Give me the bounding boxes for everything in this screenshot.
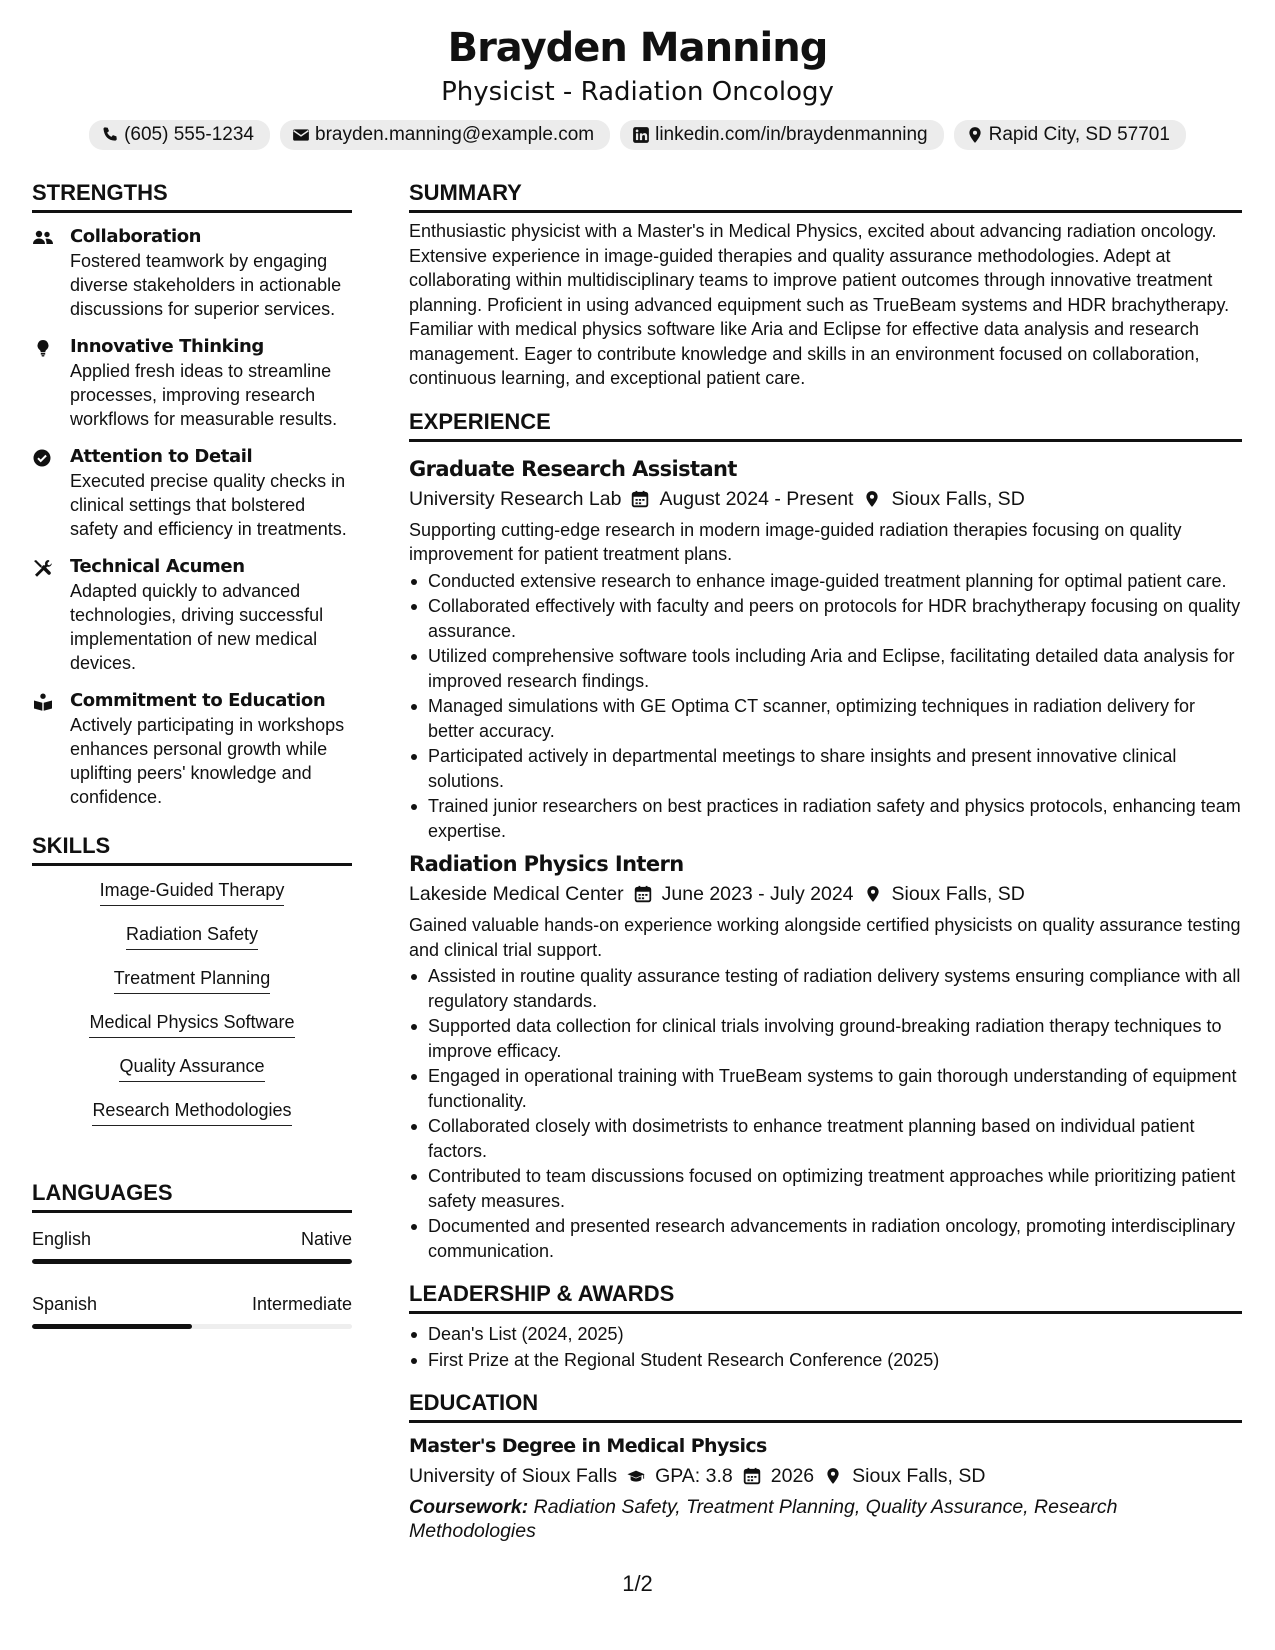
skill-item: Treatment Planning — [114, 966, 270, 994]
job-title: Graduate Research Assistant — [409, 456, 737, 481]
awards-list — [409, 1322, 1242, 1372]
phone-icon — [101, 126, 119, 144]
strength-desc: Applied fresh ideas to streamline processes, improving research workflows for measurable results. — [70, 361, 338, 429]
job-meta — [409, 879, 1242, 909]
award-item: First Prize at the Regional Student Research Conference (2025) — [409, 1348, 1242, 1373]
school-name: University of Sioux Falls — [409, 1465, 618, 1487]
education-year: 2026 — [770, 1465, 815, 1487]
language-name: Spanish — [32, 1294, 98, 1314]
strength-name: Innovative Thinking — [70, 336, 264, 357]
job-title: Radiation Physics Intern — [409, 852, 684, 876]
job-bullet: Trained junior researchers on best practices in radiation safety and physics protocols, enhancing team expertise. — [409, 794, 1242, 843]
job-bullets — [409, 964, 1242, 1263]
page-number: 1/2 — [622, 1571, 653, 1596]
job-intro: Gained valuable hands-on experience working alongside certified physicists on quality assurance testing and clinical trial support. — [409, 915, 1241, 960]
strength-desc: Actively participating in workshops enhances personal growth while uplifting peers' knowledge and confidence. — [70, 715, 345, 807]
awards-heading: LEADERSHIP & AWARDS — [409, 1279, 1242, 1314]
language-level: Native — [300, 1229, 352, 1249]
contact-phone-text: (605) 555-1234 — [124, 124, 254, 145]
language-proficiency-bar — [32, 1324, 352, 1329]
education-location: Sioux Falls, SD — [852, 1465, 986, 1487]
job-location: Sioux Falls, SD — [891, 487, 1025, 510]
languages-heading: LANGUAGES — [32, 1178, 352, 1213]
map-pin-icon — [966, 126, 984, 144]
map-pin-icon — [824, 1467, 842, 1485]
calendar-icon — [634, 885, 652, 903]
job-entry — [409, 849, 1242, 1263]
candidate-name: Brayden Manning — [447, 25, 828, 71]
contact-email[interactable] — [280, 120, 610, 150]
map-pin-icon — [863, 490, 881, 508]
education-entry — [409, 1431, 1242, 1543]
strength-item — [32, 555, 352, 675]
strength-item — [32, 689, 352, 809]
strength-desc: Executed precise quality checks in clinical settings that bolstered safety and efficiency in treatments. — [70, 471, 347, 539]
skill-item: Image-Guided Therapy — [100, 878, 285, 906]
job-intro: Supporting cutting-edge research in modern image-guided radiation therapies focusing on quality improvement for patient treatment plans. — [409, 519, 1182, 564]
job-company: University Research Lab — [409, 487, 622, 510]
strength-desc: Adapted quickly to advanced technologies, driving successful implementation of new medical devices. — [70, 581, 324, 673]
language-item — [32, 1227, 352, 1264]
job-bullet: Supported data collection for clinical trials involving ground-breaking radiation therapy techniques to improve efficacy. — [409, 1014, 1242, 1063]
coursework — [409, 1495, 1242, 1543]
contact-location — [954, 120, 1186, 150]
job-bullet: Engaged in operational training with TrueBeam systems to gain thorough understanding of equipment functionality. — [409, 1064, 1242, 1113]
strength-item — [32, 225, 352, 321]
job-company: Lakeside Medical Center — [409, 883, 624, 905]
job-bullet: Participated actively in departmental meetings to share insights and present innovative clinical solutions. — [409, 744, 1242, 793]
contact-linkedin-text: linkedin.com/in/braydenmanning — [655, 124, 928, 145]
linkedin-icon — [632, 126, 650, 144]
skill-item: Medical Physics Software — [89, 1010, 294, 1038]
left-column — [32, 178, 352, 1329]
experience-heading: EXPERIENCE — [409, 407, 1242, 442]
skills-heading: SKILLS — [32, 831, 352, 866]
book-reader-icon — [32, 693, 54, 711]
summary-text: Enthusiastic physicist with a Master's in Medical Physics, excited about advancing radiation oncology. Extensive experience in image-guided therapies and quality assurance methodologies. Adept at collaborating within multidisciplinary teams to improve patient outcomes through innovative treatment planning. Proficient in using advanced equipment such as TrueBeam systems and HDR brachytherapy. Familiar with medical physics software like Aria and Eclipse for effective data analysis and research management. Eager to contribute knowledge and skills in an environment focused on collaboration, continuous learning, and exceptional patient care. — [409, 221, 1230, 388]
graduation-cap-icon — [627, 1467, 645, 1485]
skill-item: Quality Assurance — [119, 1054, 264, 1082]
language-proficiency-fill — [32, 1324, 192, 1329]
right-column — [409, 178, 1242, 1543]
summary-heading: SUMMARY — [409, 178, 1242, 213]
language-proficiency-bar — [32, 1259, 352, 1264]
users-icon — [32, 229, 54, 247]
contact-linkedin[interactable] — [620, 120, 944, 150]
education-heading: EDUCATION — [409, 1388, 1242, 1423]
job-bullet: Utilized comprehensive software tools including Aria and Eclipse, facilitating detailed data analysis for improved research findings. — [409, 644, 1242, 693]
calendar-icon — [743, 1467, 761, 1485]
education-gpa: GPA: 3.8 — [655, 1465, 733, 1487]
envelope-icon — [292, 126, 310, 144]
contact-bar — [0, 120, 1275, 150]
contact-email-text: brayden.manning@example.com — [315, 124, 595, 145]
job-meta — [409, 484, 1242, 514]
language-level: Intermediate — [251, 1294, 352, 1314]
language-name: English — [32, 1229, 92, 1249]
job-dates: August 2024 - Present — [659, 487, 854, 510]
check-circle-icon — [32, 449, 54, 467]
strength-item — [32, 335, 352, 431]
job-bullet: Documented and presented research advancements in radiation oncology, promoting interdisciplinary communication. — [409, 1214, 1242, 1263]
contact-location-text: Rapid City, SD 57701 — [988, 124, 1170, 145]
strength-name: Commitment to Education — [70, 690, 326, 711]
strength-desc: Fostered teamwork by engaging diverse stakeholders in actionable discussions for superior services. — [70, 251, 342, 319]
resume-header — [0, 22, 1275, 150]
job-bullet: Contributed to team discussions focused on optimizing treatment approaches while prioritizing patient safety measures. — [409, 1164, 1242, 1213]
job-bullet: Collaborated effectively with faculty and peers on protocols for HDR brachytherapy focusing on quality assurance. — [409, 594, 1242, 643]
job-dates: June 2023 - July 2024 — [661, 883, 854, 905]
job-bullet: Managed simulations with GE Optima CT scanner, optimizing techniques in radiation delivery for better accuracy. — [409, 694, 1242, 743]
strength-name: Attention to Detail — [70, 446, 253, 467]
job-entry — [409, 454, 1242, 844]
map-pin-icon — [864, 885, 882, 903]
job-bullets — [409, 569, 1242, 844]
strength-name: Technical Acumen — [70, 556, 245, 577]
candidate-title: Physicist - Radiation Oncology — [441, 77, 834, 107]
skills-list — [32, 878, 352, 1142]
strength-name: Collaboration — [70, 226, 202, 247]
tools-icon — [32, 559, 54, 577]
coursework-label: Coursework: — [409, 1496, 529, 1518]
skill-item: Radiation Safety — [126, 922, 258, 950]
award-item: Dean's List (2024, 2025) — [409, 1322, 1242, 1347]
degree-title: Master's Degree in Medical Physics — [409, 1435, 767, 1457]
contact-phone[interactable] — [89, 120, 270, 150]
language-item — [32, 1292, 352, 1329]
skill-item: Research Methodologies — [92, 1098, 291, 1126]
job-location: Sioux Falls, SD — [891, 883, 1025, 905]
education-meta — [409, 1461, 1242, 1491]
job-bullet: Assisted in routine quality assurance testing of radiation delivery systems ensuring compliance with all regulatory standards. — [409, 964, 1242, 1013]
coursework-list: Radiation Safety, Treatment Planning, Quality Assurance, Research Methodologies — [409, 1496, 1118, 1542]
lightbulb-icon — [32, 339, 54, 357]
strength-item — [32, 445, 352, 541]
language-proficiency-fill — [32, 1259, 352, 1264]
calendar-icon — [631, 490, 649, 508]
job-bullet: Collaborated closely with dosimetrists to enhance treatment planning based on individual patient factors. — [409, 1114, 1242, 1163]
job-bullet: Conducted extensive research to enhance image-guided treatment planning for optimal patient care. — [409, 569, 1242, 594]
strengths-heading: STRENGTHS — [32, 178, 352, 213]
